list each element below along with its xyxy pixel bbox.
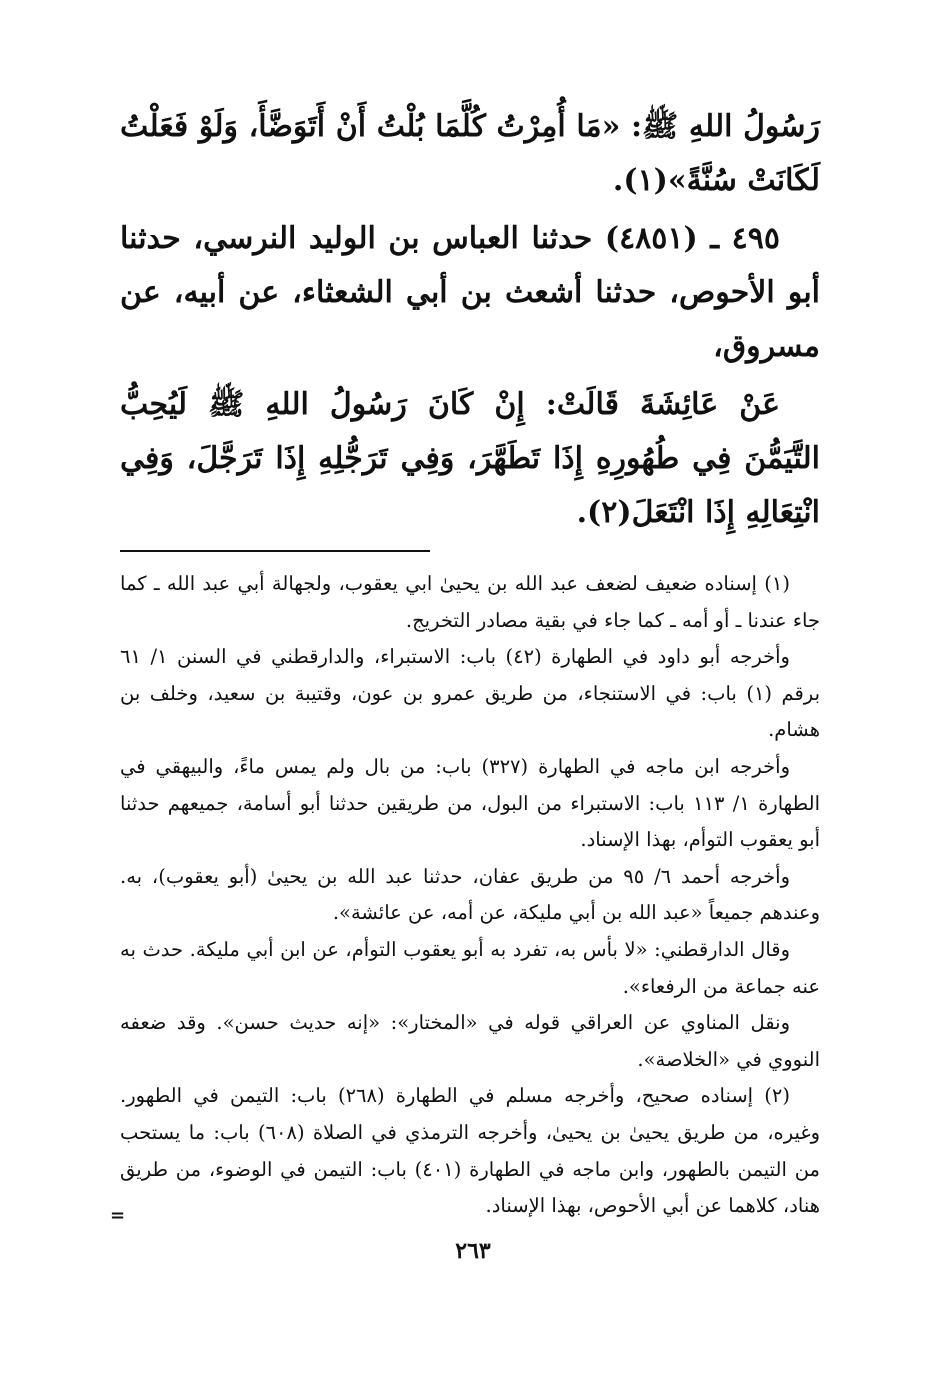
page-number: ٢٦٣ (455, 1238, 491, 1264)
page-body (120, 100, 820, 1225)
footnote-paragraph: وأخرجه أبو داود في الطهارة (٤٢) باب: الاستبراء، والدارقطني في السنن ١/ ٦١ برقم (١) باب: في الاستنجاء، من طريق عمرو بن عون، وقتيبة بن سعيد، وخلف بن هشام. (120, 645, 820, 742)
footnote-paragraph: وقال الدارقطني: «لا بأس به، تفرد به أبو يعقوب التوأم، عن ابن أبي مليكة. حدث به عنه جماعة من الرفعاء». (120, 937, 820, 998)
continuation-mark: = (110, 1205, 126, 1226)
hadith-continuation: رَسُولُ اللهِ ﷺ: «مَا أُمِرْتُ كُلَّمَا بُلْتُ أَنْ أَتَوَضَّأَ، وَلَوْ فَعَلْتُ لَكَانَتْ سُنَّةً»(١). (120, 109, 820, 198)
footnote-paragraph: (١) إسناده ضعيف لضعف عبد الله بن يحيىٰ ابي يعقوب، ولجهالة أبي عبد الله ـ كما جاء عندنا ـ أو أمه ـ كما جاء في بقية مصادر التخريج. (120, 572, 820, 632)
footnote-paragraph: (٢) إسناده صحيح، وأخرجه مسلم في الطهارة (٢٦٨) باب: التيمن في الطهور. وغيره، من طريق يحيىٰ بن يحيىٰ، وأخرجه الترمذي في الصلاة (٦٠٨) باب: ما يستحب من التيمن بالطهور، وابن ماجه في الطهارة (٤٠١) باب: التيمن في الوضوء، من طريق هناد، كلاهما عن أبي الأحوص، بهذا الإسناد. (120, 1084, 821, 1218)
footnote-paragraph: وأخرجه أحمد ٦/ ٩٥ من طريق عفان، حدثنا عبد الله بن يحيىٰ (أبو يعقوب)، به. وعندهم جميعاً «عبد الله بن أبي مليكة، عن أمه، عن عائشة». (120, 864, 820, 925)
main-text (120, 100, 820, 540)
footnote-paragraph: وأخرجه ابن ماجه في الطهارة (٣٢٧) باب: من بال ولم يمس ماءً، والبيهقي في الطهارة ١/ ١١٣ باب: الاستبراء من البول، من طريقين حدثنا أبو أسامة، جميعهم حدثنا أبو يعقوب التوأم، بهذا الإسناد. (120, 754, 821, 852)
footnote-paragraph: ونقل المناوي عن العراقي قوله في «المختار»: «إنه حديث حسن». وقد ضعفه النووي في «الخلاصة». (120, 1011, 820, 1071)
hadith-text: عَنْ عَائِشَةَ قَالَتْ: إِنْ كَانَ رَسُولُ اللهِ ﷺ لَيُحِبُّ التَّيَمُّنَ فِي طُهُورِهِ إِذَا تَطَهَّرَ، وَفِي تَرَجُّلِهِ إِذَا تَرَجَّلَ، وَفِي انْتِعَالِهِ إِذَا انْتَعَلَ(٢). (120, 387, 820, 530)
footnotes (120, 566, 820, 1225)
hadith-chain: ٤٩٥ ـ (٤٨٥١) حدثنا العباس بن الوليد النرسي، حدثنا أبو الأحوص، حدثنا أشعث بن أبي الشعثاء، عن أبيه، عن مسروق، (120, 221, 820, 364)
footnote-separator (120, 550, 430, 552)
